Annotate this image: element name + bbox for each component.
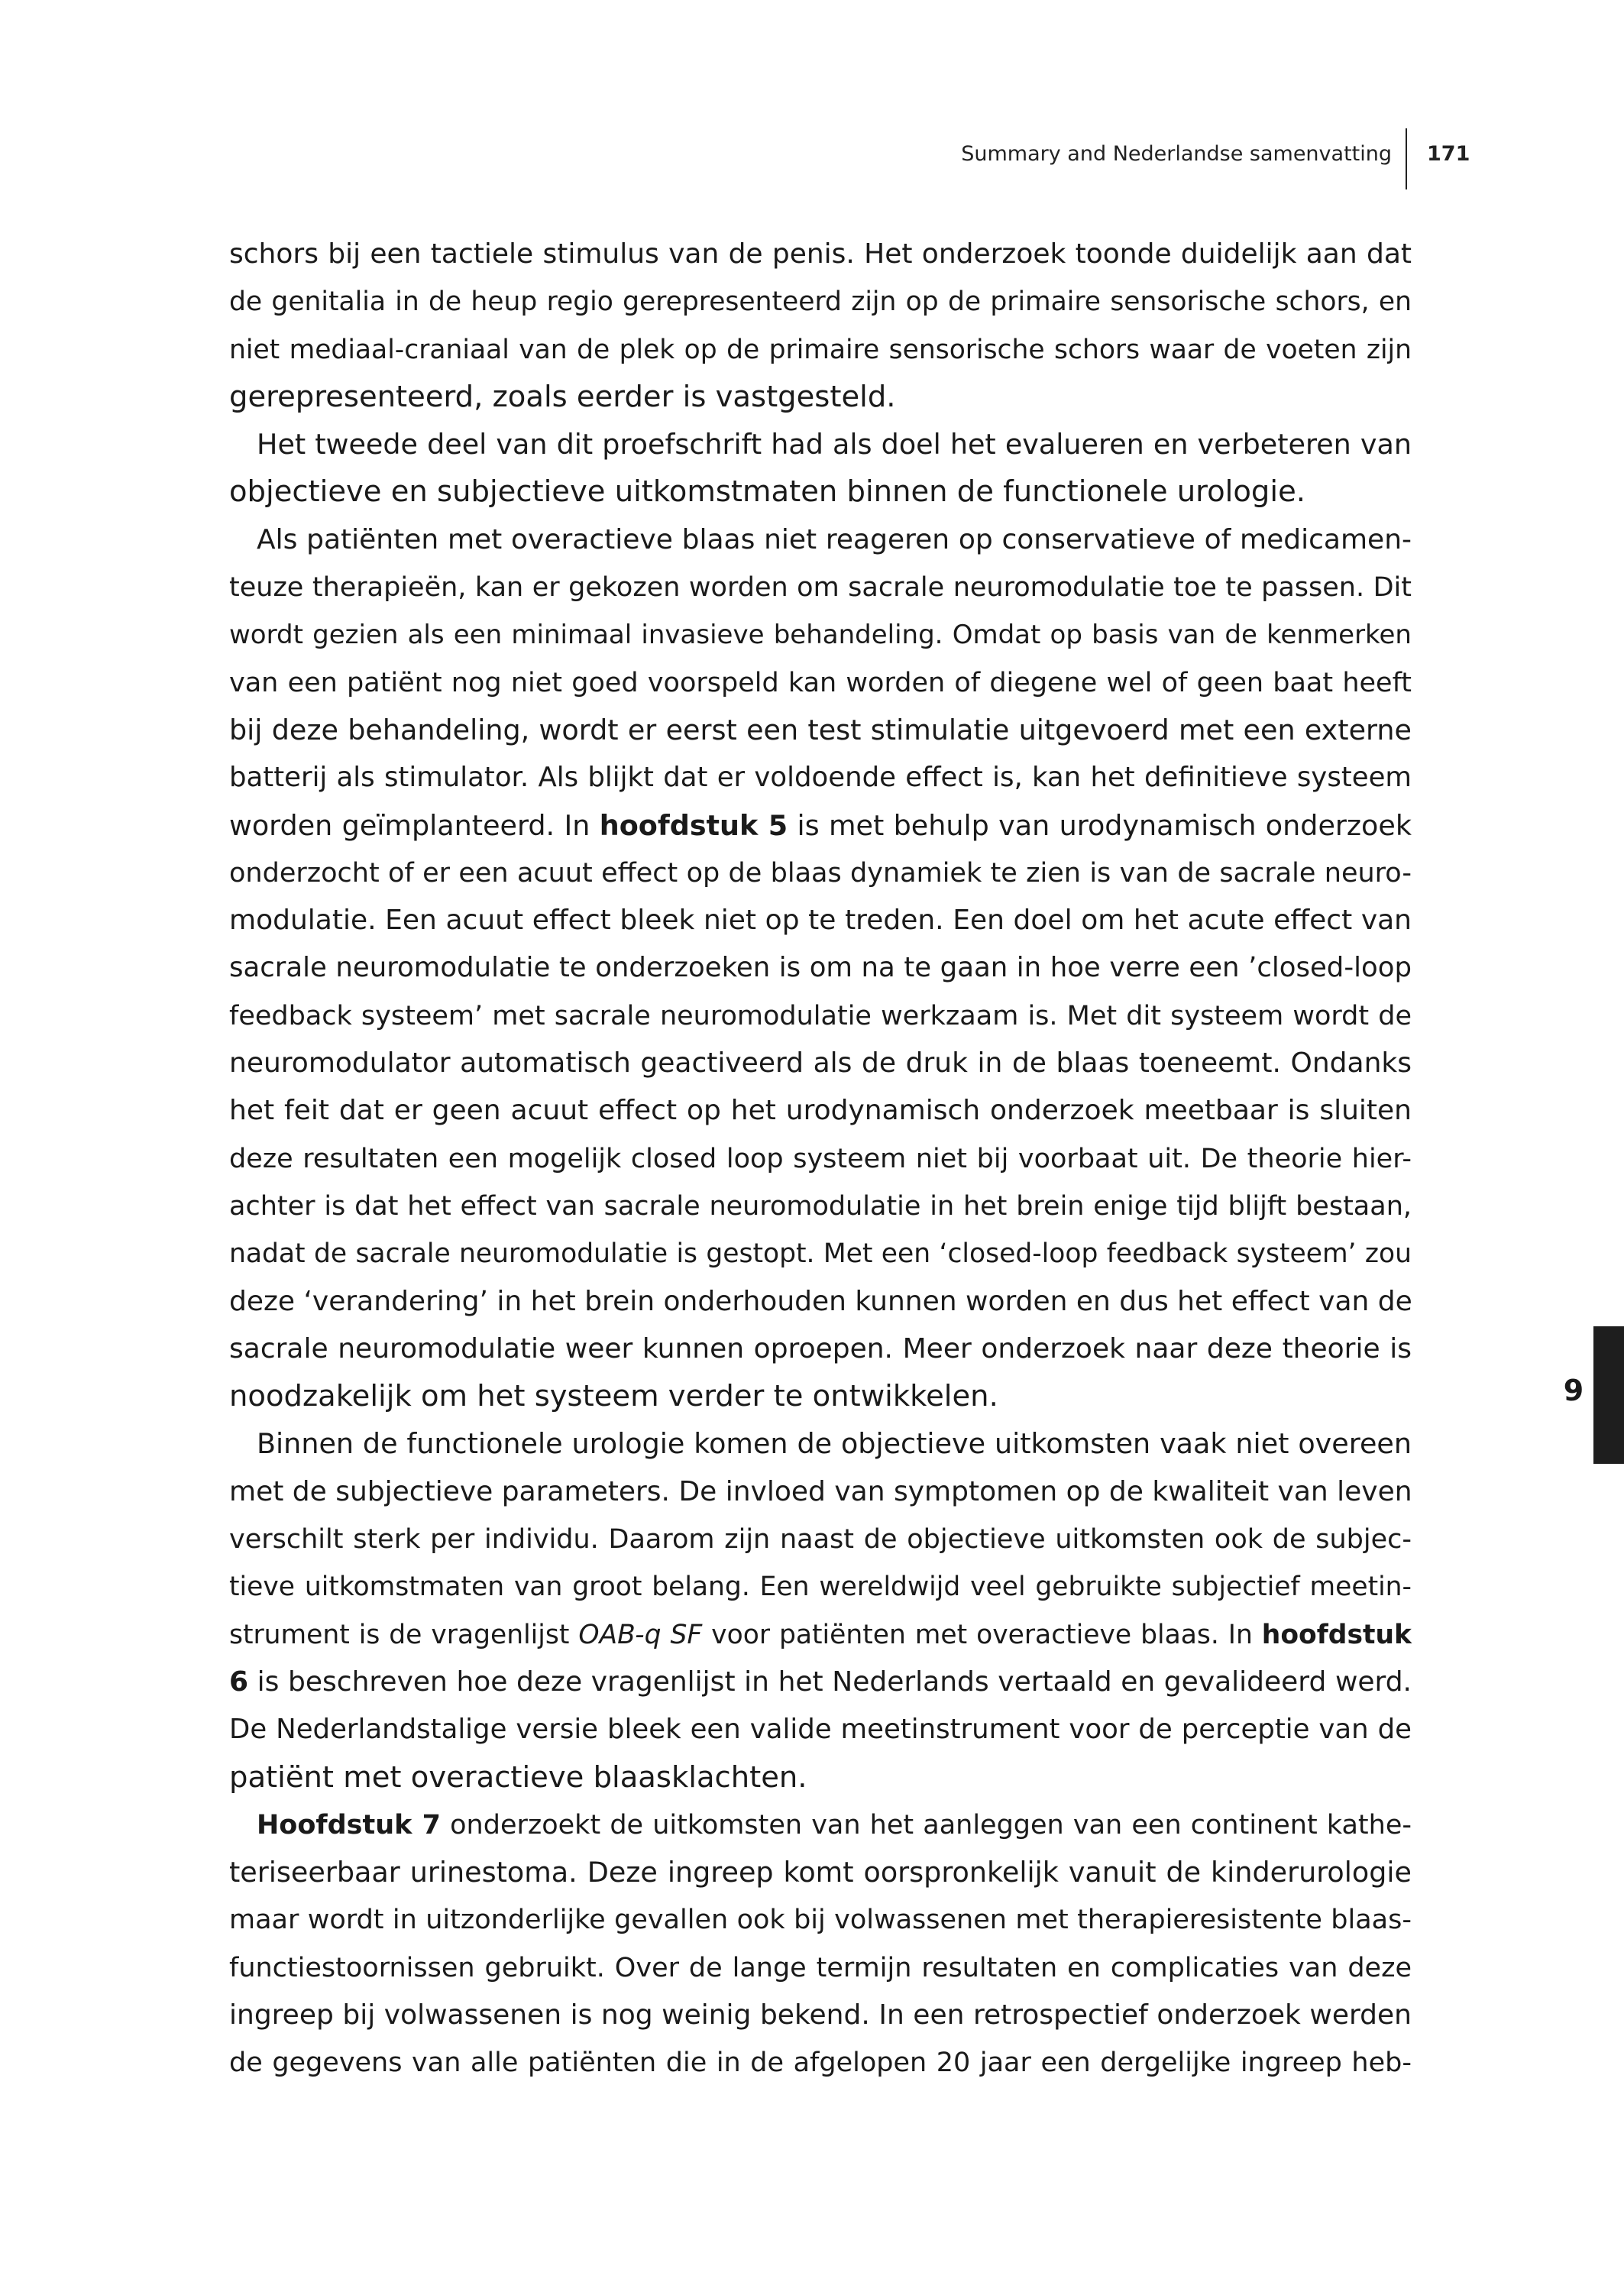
text-line: gerepresenteerd, zoals eerder is vastgesteld.	[229, 379, 896, 414]
text-line: feedback systeem’ met sacrale neuromodulatie werkzaam is. Met dit systeem wordt de	[229, 1000, 1412, 1031]
text-line: met de subjectieve parameters. De invloed van symptomen op de kwaliteit van leven	[229, 1475, 1412, 1507]
text-line: Als patiënten met overactieve blaas niet reageren op conservatieve of medicamen-	[257, 523, 1412, 555]
text-line: wordt gezien als een minimaal invasieve behandeling. Omdat op basis van de kenmerken	[229, 620, 1412, 651]
text-line: verschilt sterk per individu. Daarom zijn naast de objectieve uitkomsten ook de subjec-	[229, 1524, 1412, 1556]
text-line: de gegevens van alle patiënten die in de afgelopen 20 jaar een dergelijke ingreep heb-	[229, 2048, 1412, 2079]
chapter-thumb-tab	[1593, 1326, 1624, 1464]
text-line: noodzakelijk om het systeem verder te ontwikkelen.	[229, 1379, 998, 1414]
chapter-number: 9	[1563, 1374, 1584, 1407]
chapter-reference: hoofdstuk	[1261, 1619, 1412, 1650]
text-line: deze resultaten een mogelijk closed loop systeem niet bij voorbaat uit. De theorie hier-	[229, 1143, 1412, 1174]
text-line: functiestoornissen gebruikt. Over de lange termijn resultaten en complicaties van deze	[229, 1952, 1412, 1983]
text-line: objectieve en subjectieve uitkomstmaten binnen de functionele urologie.	[229, 474, 1305, 510]
text-line: maar wordt in uitzonderlijke gevallen ook bij volwassenen met therapieresistente blaas-	[229, 1905, 1412, 1936]
text-run: is met behulp van urodynamisch onderzoek	[788, 808, 1412, 842]
text-line: teriseerbaar urinestoma. Deze ingreep komt oorspronkelijk vanuit de kinderurologie	[229, 1856, 1412, 1889]
text-line	[229, 802, 1412, 850]
text-run: onderzoekt de uitkomsten van het aanleggen van een continent kathe-	[440, 1809, 1412, 1840]
text-line: deze ‘verandering’ in het brein onderhouden kunnen worden en dus het effect van de	[229, 1285, 1412, 1317]
text-run: strument is de vragenlijst	[229, 1619, 579, 1650]
text-line: de genitalia in de heup regio gerepresenteerd zijn op de primaire sensorische schors, en	[229, 286, 1412, 318]
text-run: voor patiënten met overactieve blaas. In	[702, 1619, 1262, 1650]
body-text	[229, 231, 1412, 2087]
text-line: sacrale neuromodulatie weer kunnen oproepen. Meer onderzoek naar deze theorie is	[229, 1332, 1412, 1365]
text-line: tieve uitkomstmaten van groot belang. Een wereldwijd veel gebruikte subjectief meetin-	[229, 1572, 1412, 1603]
running-title: Summary and Nederlandse samenvatting	[961, 142, 1392, 166]
text-line	[229, 1611, 1412, 1659]
text-line	[229, 1802, 1412, 1849]
page-number: 171	[1427, 142, 1470, 166]
text-line: van een patiënt nog niet goed voorspeld kan worden of diegene wel of geen baat heeft	[229, 667, 1412, 698]
text-line: Het tweede deel van dit proefschrift had als doel het evalueren en verbeteren van	[257, 428, 1412, 461]
questionnaire-name: OAB-q SF	[578, 1619, 703, 1650]
text-line: schors bij een tactiele stimulus van de penis. Het onderzoek toonde duidelijk aan dat	[229, 238, 1412, 270]
text-line: modulatie. Een acuut effect bleek niet op te treden. Een doel om het acute effect van	[229, 905, 1412, 937]
chapter-reference: 6	[229, 1666, 249, 1698]
text-line: neuromodulator automatisch geactiveerd als de druk in de blaas toeneemt. Ondanks	[229, 1047, 1412, 1080]
text-line: teuze therapieën, kan er gekozen worden om sacrale neuromodulatie toe te passen. Dit	[229, 572, 1412, 604]
text-line: niet mediaal-craniaal van de plek op de primaire sensorische schors waar de voeten zijn	[229, 334, 1412, 365]
text-line: bij deze behandeling, wordt er eerst een test stimulatie uitgevoerd met een externe	[229, 713, 1412, 746]
text-line: achter is dat het effect van sacrale neuromodulatie in het brein enige tijd blijft bestaan,	[229, 1190, 1412, 1222]
text-line: batterij als stimulator. Als blijkt dat er voldoende effect is, kan het definitieve systeem	[229, 762, 1412, 794]
text-line: onderzocht of er een acuut effect op de blaas dynamiek te zien is van de sacrale neuro-	[229, 857, 1412, 889]
text-line: sacrale neuromodulatie te onderzoeken is om na te gaan in hoe verre een ’closed-loop	[229, 952, 1412, 984]
text-line: De Nederlandstalige versie bleek een valide meetinstrument voor de perceptie van de	[229, 1714, 1412, 1746]
chapter-reference: Hoofdstuk 7	[257, 1809, 441, 1840]
text-line	[229, 1659, 1412, 1706]
running-header	[0, 128, 1624, 189]
text-line: nadat de sacrale neuromodulatie is gestopt. Met een ‘closed-loop feedback systeem’ zou	[229, 1238, 1412, 1270]
header-divider	[1406, 128, 1407, 189]
text-line: Binnen de functionele urologie komen de objectieve uitkomsten vaak niet overeen	[257, 1427, 1412, 1461]
chapter-reference: hoofdstuk 5	[599, 808, 788, 842]
text-line: ingreep bij volwassenen is nog weinig bekend. In een retrospectief onderzoek werden	[229, 1999, 1412, 2031]
text-run: is beschreven hoe deze vragenlijst in het Nederlands vertaald en gevalideerd werd.	[248, 1666, 1412, 1698]
text-line: het feit dat er geen acuut effect op het urodynamisch onderzoek meetbaar is sluiten	[229, 1095, 1412, 1127]
text-line: patiënt met overactieve blaasklachten.	[229, 1759, 807, 1795]
text-run: worden geïmplanteerd. In	[229, 808, 600, 842]
